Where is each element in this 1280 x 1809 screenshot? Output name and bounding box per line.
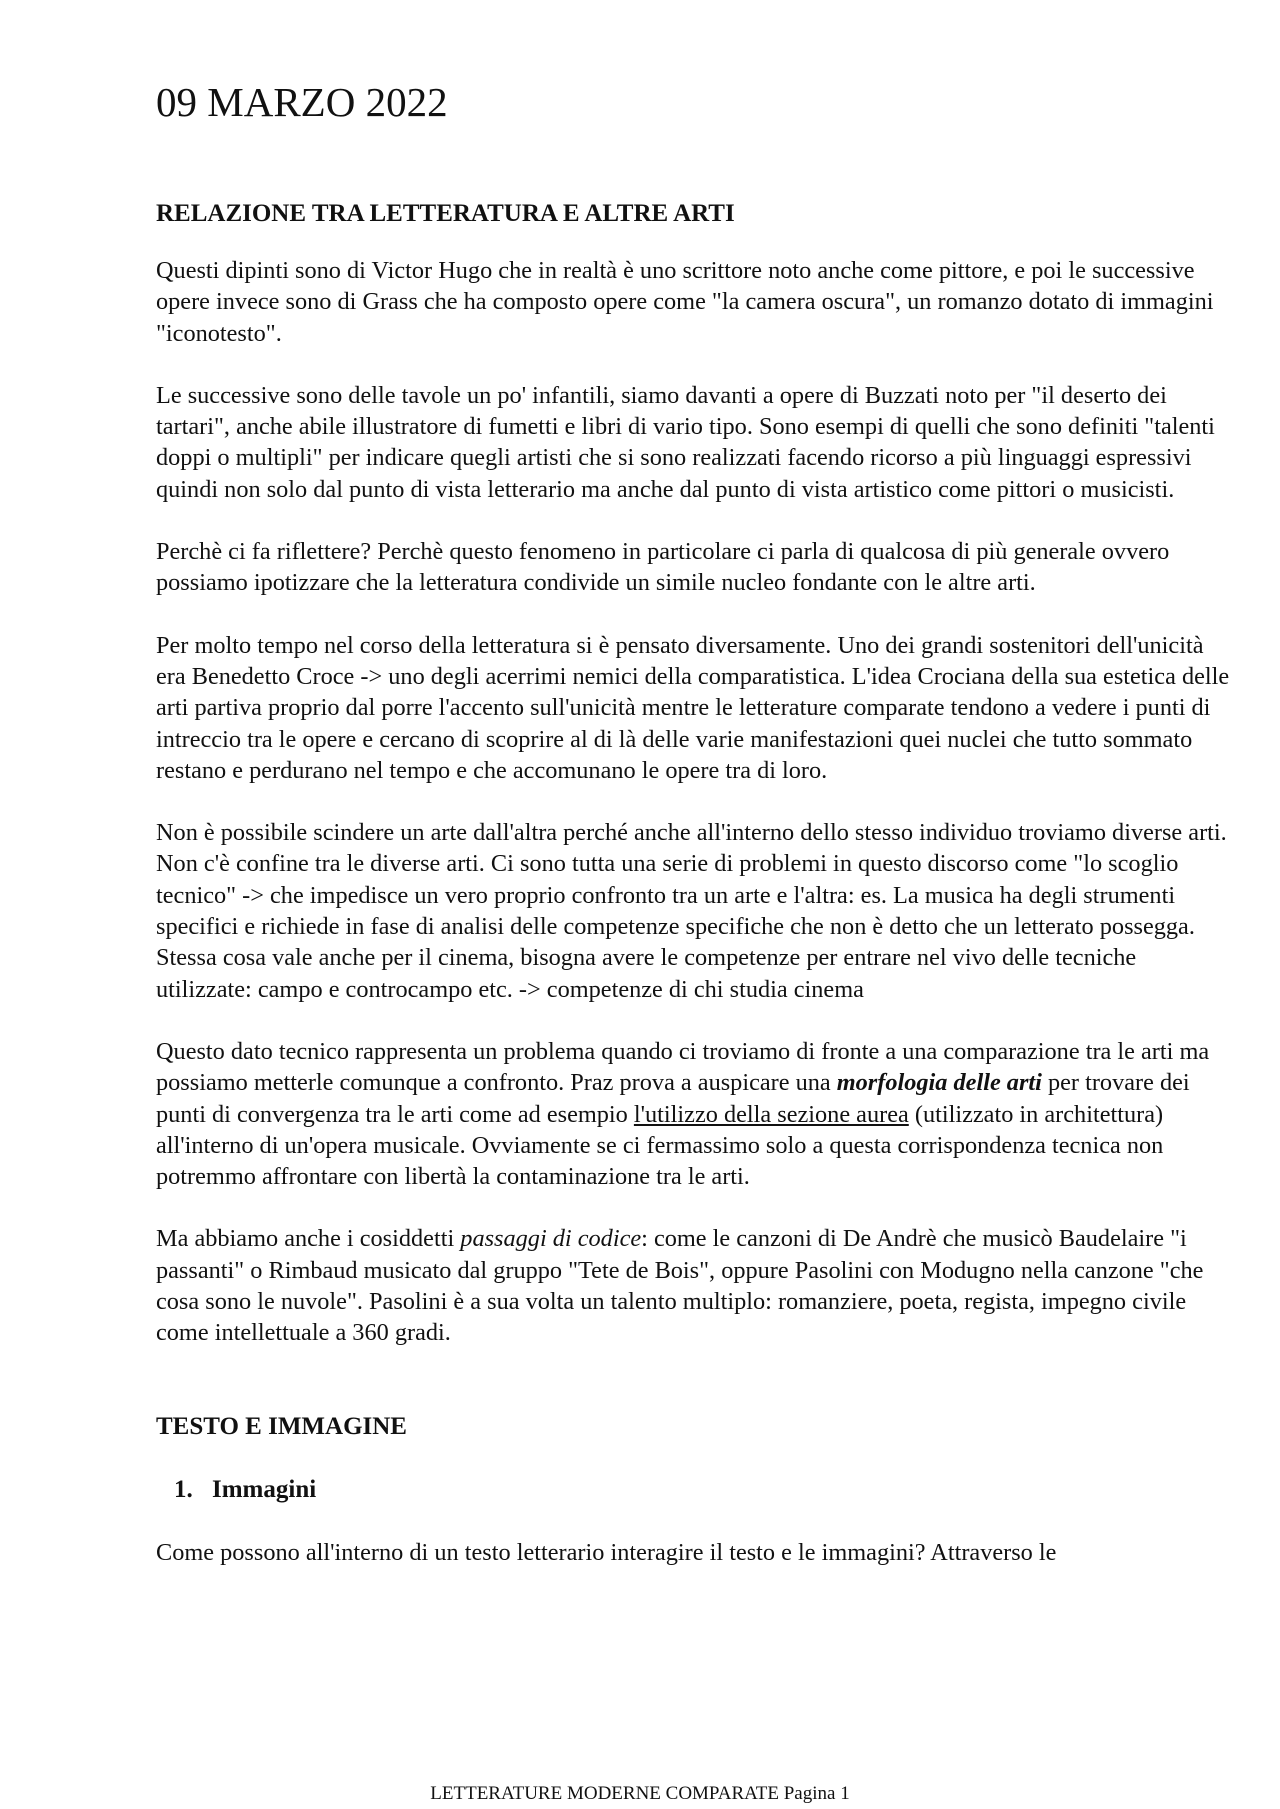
paragraph: Non è possibile scindere un arte dall'altra perché anche all'interno dello stesso individuo troviamo diverse arti. Non c'è confine tra le diverse arti. Ci sono tutta una serie di problemi in questo discorso come "lo scoglio tecnico" -> che impedisce un vero proprio confronto tra un arte e l'altra: es. La musica ha degli strumenti specifici e richiede in fase di analisi delle competenze specifiche che non è detto che un letterato possegga. Stessa cosa vale anche per il cinema, bisogna avere le competenze per entrare nel vivo delle tecniche utilizzate: campo e controcampo etc. -> competenze di chi studia cinema <box>156 819 1227 1003</box>
paragraph-text: Ma abbiamo anche i cosiddetti <box>156 1225 461 1253</box>
page-date: 09 MARZO 2022 <box>156 79 448 125</box>
numbered-list <box>156 1474 1236 1506</box>
emphasis-passaggi-di-codice: passaggi di codice <box>460 1225 642 1253</box>
paragraph: Come possono all'interno di un testo letterario interagire il testo e le immagini? Attraverso le <box>156 1538 1057 1566</box>
section-title-testo-immagine: TESTO E IMMAGINE <box>156 1412 407 1440</box>
footer-page-number: Pagina 1 <box>783 1783 850 1804</box>
paragraph: Le successive sono delle tavole un po' infantili, siamo davanti a opere di Buzzati noto per "il deserto dei tartari", anche abile illustratore di fumetti e libri di vario tipo. Sono esempi di quelli che sono definiti "talenti doppi o multipli" per indicare quegli artisti che si sono realizzati facendo ricorso a più linguaggi espressivi quindi non solo dal punto di vista letterario ma anche dal punto di vista artistico come pittori o musicisti. <box>156 381 1215 503</box>
list-item-number: 1. <box>174 1475 193 1503</box>
paragraph <box>156 1036 1236 1192</box>
paragraph <box>156 1223 1236 1348</box>
list-item <box>174 1474 1236 1506</box>
emphasis-morfologia: morfologia delle arti <box>836 1069 1042 1097</box>
list-item-label: Immagini <box>212 1475 317 1503</box>
paragraph: Perchè ci fa riflettere? Perchè questo fenomeno in particolare ci parla di qualcosa di più generale ovvero possiamo ipotizzare che la letteratura condivide un simile nucleo fondante con le altre arti. <box>156 538 1170 597</box>
paragraph-text: : come le canzoni di De Andrè che musicò Baudelaire "i passanti" o Rimbaud musicato dal gruppo "Tete de Bois", oppure Pasolini con Modugno nella canzone "che cosa sono le nuvole". Pasolini è a sua volta un talento multiplo: romanziere, poeta, regista, impegno civile come intellettuale a 360 gradi. <box>156 1225 1204 1347</box>
paragraph-text: Questo dato tecnico rappresenta un problema quando ci troviamo di fronte a una comparazione tra le arti ma possiamo metterle comunque a confronto. Praz prova a auspicare una <box>156 1037 1210 1097</box>
section-title-relazione: RELAZIONE TRA LETTERATURA E ALTRE ARTI <box>156 200 735 227</box>
footer-course: LETTERATURE MODERNE COMPARATE <box>430 1783 779 1804</box>
paragraph-text: per trovare dei punti di convergenza tra le arti come ad esempio <box>156 1069 1190 1128</box>
paragraph: Questi dipinti sono di Victor Hugo che in realtà è uno scrittore noto anche come pittore, e poi le successive opere invece sono di Grass che ha composto opere come "la camera oscura", un romanzo dotato di immagini "iconotesto". <box>156 257 1214 347</box>
paragraph-text: (utilizzato in architettura) all'interno di un'opera musicale. Ovviamente se ci fermassimo solo a questa corrispondenza tecnica non potremmo affrontare con libertà la contaminazione tra le arti. <box>156 1100 1164 1191</box>
page-footer <box>0 1783 1280 1805</box>
underlined-sezione-aurea: l'utilizzo della sezione aurea <box>633 1100 909 1128</box>
page-content <box>156 74 1236 1568</box>
paragraph: Per molto tempo nel corso della letteratura si è pensato diversamente. Uno dei grandi sostenitori dell'unicità era Benedetto Croce -> uno degli acerrimi nemici della comparatistica. L'idea Crociana della sua estetica delle arti partiva proprio dal porre l'accento sull'unicità mentre le letterature comparate tendono a vedere i punti di intreccio tra le opere e cercano di scoprire al di là delle varie manifestazioni quei nuclei che tutto sommato restano e perdurano nel tempo e che accomunano le opere tra di loro. <box>156 631 1230 784</box>
